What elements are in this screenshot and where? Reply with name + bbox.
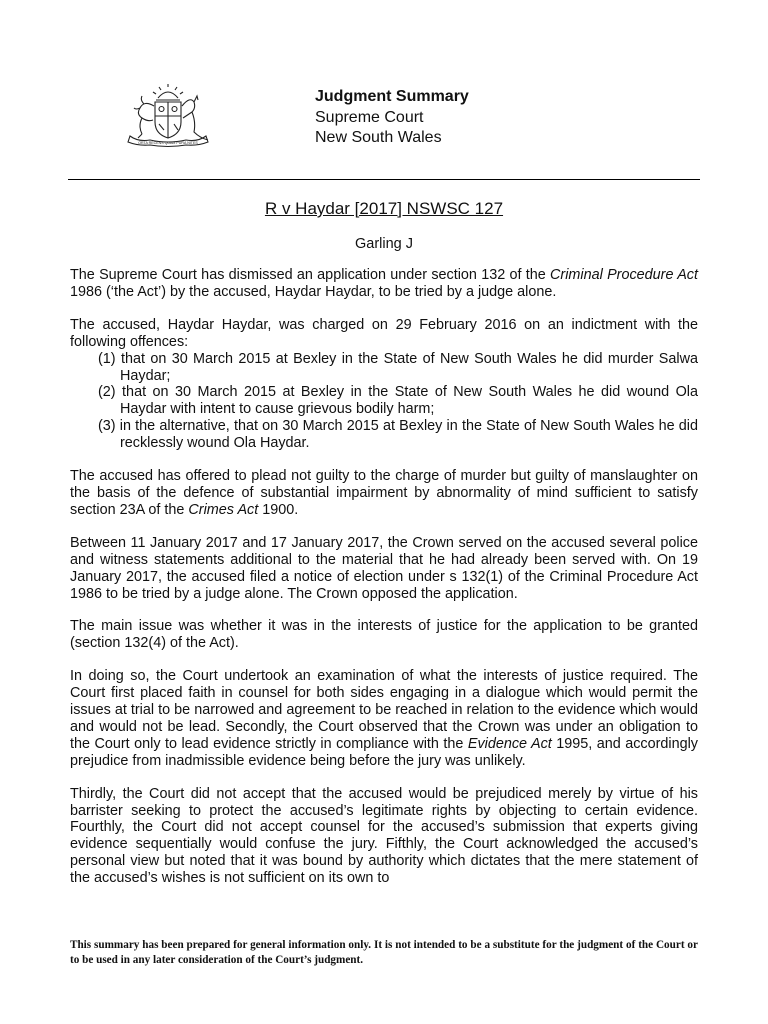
- paragraph-6: In doing so, the Court undertook an examination of what the interests of justice required. The Court first placed faith in counsel for both sides engaging in a dialogue which would permit the issues at trial to be narrowed and agreement to be reached in relation to the evidence which would and would not be lead. Secondly, the Court observed that the Crown was under an obligation to the Court only to lead evidence strictly in compliance with the Evidence Act 1995, and accordingly prejudice from inadmissible evidence being before the jury was unlikely.: [70, 668, 698, 769]
- summary-title: Judgment Summary: [315, 88, 469, 105]
- paragraph-1: The Supreme Court has dismissed an application under section 132 of the Criminal Procedure Act 1986 (‘the Act’) by the accused, Haydar Haydar, to be tried by a judge alone.: [70, 267, 698, 300]
- paragraph-4: Between 11 January 2017 and 17 January 2017, the Crown served on the accused several police and witness statements additional to the material that he had already been served with. On 19 January 2017, the accused filed a notice of election under s 132(1) of the Criminal Procedure Act 1986 to be tried by a judge alone. The Crown opposed the application.: [70, 534, 698, 602]
- court-state: New South Wales: [315, 129, 442, 146]
- nsw-coat-of-arms-logo: [120, 84, 216, 148]
- court-header: [315, 87, 469, 149]
- paragraph-2: The accused, Haydar Haydar, was charged on 29 February 2016 on an indictment with the following offences:: [70, 316, 698, 350]
- header-divider: [68, 179, 700, 180]
- case-title: R v Haydar [2017] NSWSC 127: [264, 199, 504, 218]
- judge-name: Garling J: [354, 236, 414, 252]
- svg-text:ORTA RECENS QUAM PURA NITES: ORTA RECENS QUAM PURA NITES: [138, 141, 198, 145]
- offences-list: [70, 351, 698, 452]
- list-item: (3) in the alternative, that on 30 March 2015 at Bexley in the State of New South Wales he did recklessly wound Ola Haydar.: [98, 418, 698, 452]
- list-item: (1) that on 30 March 2015 at Bexley in the State of New South Wales he did murder Salwa Haydar;: [98, 350, 698, 384]
- paragraph-5: The main issue was whether it was in the interests of justice for the application to be granted (section 132(4) of the Act).: [70, 618, 698, 652]
- paragraph-3: The accused has offered to plead not guilty to the charge of murder but guilty of manslaughter on the basis of the defence of substantial impairment by abnormality of mind sufficient to satisfy section 23A of the Crimes Act 1900.: [70, 468, 698, 518]
- list-item: (2) that on 30 March 2015 at Bexley in the State of New South Wales he did wound Ola Haydar with intent to cause grievous bodily harm;: [98, 384, 698, 418]
- disclaimer-footer: This summary has been prepared for general information only. It is not intended to be a substitute for the judgment of the Court or to be used in any later consideration of the Court’s judgment.: [70, 939, 698, 966]
- summary-body: [70, 267, 698, 903]
- court-name: Supreme Court: [315, 108, 424, 126]
- paragraph-7: Thirdly, the Court did not accept that the accused would be prejudiced merely by virtue of his barrister seeking to protect the accused’s legitimate rights by objecting to certain evidence. Fourthly, the Court did not accept counsel for the accused’s submission that experts giving evidence sequentially would confuse the jury. Fifthly, the Court acknowledged the accused’s personal view but noted that it was bound by authority which dictates that the mere statement of the accused’s wishes is not sufficient on its own to: [70, 785, 698, 887]
